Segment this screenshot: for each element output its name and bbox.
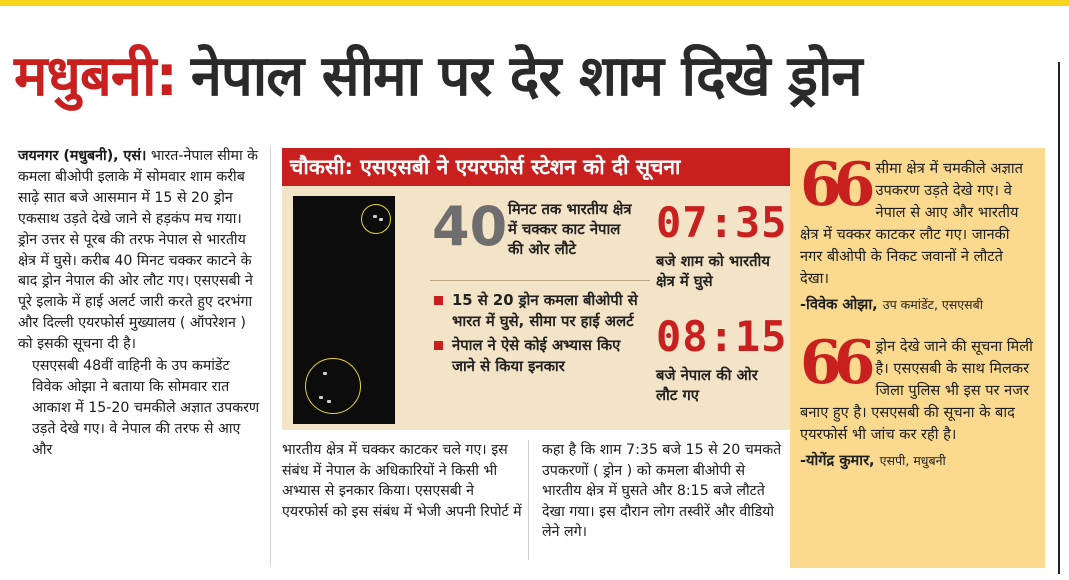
bottom-column-1: भारतीय क्षेत्र में चक्कर काटकर चले गए। इस संबंध में नेपाल के अधिकारियों ने किसी भी अभ्यास से इनकार किया। एसएसबी ने एयरफोर्स को इस संबंध में भेजी अपनी रिपोर्ट में	[282, 442, 522, 520]
article-text-1: भारत-नेपाल सीमा के कमला बीओपी इलाके में सोमवार शाम करीब साढ़े सात बजे आसमान में 15 से 20 ड्रोन एकसाथ उड़ते देखे जाने से हड़कंप मच गया। ड्रोन उत्तर से पूरब की तरफ नेपाल से भारतीय क्षेत्र में घुसे। करीब 40 मिनट चक्कर काटने के बाद ड्रोन नेपाल की ओर लौट गए। एसएसबी ने पूरे इलाके में हाई अलर्ट जारी करते हुए दरभंगा और दिल्ली एयरफोर्स मुख्यालय ( ऑपरेशन ) को इसकी सूचना दी है।	[18, 148, 259, 353]
bottom-article-columns	[282, 440, 782, 543]
minutes-text: मिनट तक भारतीय क्षेत्र में चक्कर काट नेपाल की ओर लौटे	[508, 201, 632, 258]
drone-light	[327, 400, 331, 403]
quote-mark-icon: 66	[800, 328, 868, 398]
drone-highlight-circle-bottom	[305, 358, 361, 414]
quotes-panel	[790, 148, 1045, 568]
quote-text: सीमा क्षेत्र में चमकीले अज्ञात उपकरण उड़ते देखे गए। वे नेपाल से आए और भारतीय क्षेत्र में चक्कर काटकर लौट गए। जानकी नगर बीओपी के निकट जवानों ने लौटते देखा।	[800, 160, 1023, 287]
bottom-column-separator	[528, 440, 529, 560]
drone-light	[319, 396, 323, 399]
quote-1	[800, 150, 1035, 316]
bullet-text: नेपाल ने ऐसे कोई अभ्यास किए जाने से किया इनकार	[452, 337, 621, 375]
page-edge-rule	[1058, 62, 1060, 574]
article-paragraph-2: एसएसबी 48वीं वाहिनी के उप कमांडेंट विवेक ओझा ने बताया कि सोमवार रात आकाश में 15-20 चमकीले अज्ञात उपकरण उड़ते देखे गए। वे नेपाल की तरफ से आए और	[32, 358, 260, 458]
drone-light	[373, 215, 377, 218]
bullet-item	[430, 335, 642, 377]
time-exit-caption: बजे नेपाल की ओर लौट गए	[656, 367, 758, 404]
time-exit: 08:15	[656, 312, 788, 361]
quote-author: -विवेक ओझा,	[800, 296, 878, 313]
left-article-column	[18, 146, 263, 462]
quote-role: उप कमांडेंट, एसएसबी	[882, 297, 984, 312]
quote-text: ड्रोन देखे जाने की सूचना मिली है। एसएसबी के साथ मिलकर जिला पुलिस भी इस पर नजर बनाए हुए है। एसएसबी की सूचना के बाद एयरफोर्स भी जांच कर रही है।	[800, 338, 1033, 443]
dateline: जयनगर (मधुबनी), एसं।	[18, 148, 147, 164]
quote-2	[800, 328, 1035, 472]
infobox-title: चौकसी: एसएसबी ने एयरफोर्स स्टेशन को दी सूचना	[282, 148, 790, 186]
drone-photo	[293, 196, 395, 424]
drone-highlight-circle-top	[361, 204, 391, 234]
drone-light	[379, 218, 383, 221]
infobox	[282, 148, 790, 430]
bullet-text: 15 से 20 ड्रोन कमला बीओपी से भारत में घुसे, सीमा पर हाई अलर्ट	[452, 292, 638, 330]
bullet-square-icon	[434, 296, 443, 305]
bottom-column-2: कहा है कि शाम 7:35 बजे 15 से 20 चमकते उपकरणों ( ड्रोन ) को कमला बीओपी से भारतीय क्षेत्र में घुसते और 8:15 बजे लौटते देखा गया। इस दौरान लोग तस्वीरें और वीडियो लेने लगे।	[542, 442, 782, 540]
infobox-divider	[430, 280, 650, 281]
article-paragraph-1	[18, 146, 263, 355]
quote-attribution	[800, 450, 1035, 472]
quote-role: एसपी, मधुबनी	[879, 453, 946, 468]
quote-author: -योगेंद्र कुमार,	[800, 452, 875, 469]
quote-attribution	[800, 294, 1035, 316]
drone-light	[323, 372, 327, 375]
bullet-item	[430, 290, 642, 332]
time-entry: 07:35	[656, 198, 788, 247]
time-entry-caption: बजे शाम को भारतीय क्षेत्र में घुसे	[656, 253, 770, 290]
infobox-bullets	[430, 290, 642, 380]
big-number: 40	[432, 195, 508, 258]
quote-mark-icon: 66	[800, 150, 868, 220]
top-color-strip	[0, 0, 1069, 6]
headline-text: नेपाल सीमा पर देर शाम दिखे ड्रोन	[190, 44, 862, 109]
headline	[14, 24, 1044, 124]
column-separator	[270, 146, 271, 566]
bullet-square-icon	[434, 341, 443, 350]
headline-place: मधुबनी:	[14, 44, 177, 109]
